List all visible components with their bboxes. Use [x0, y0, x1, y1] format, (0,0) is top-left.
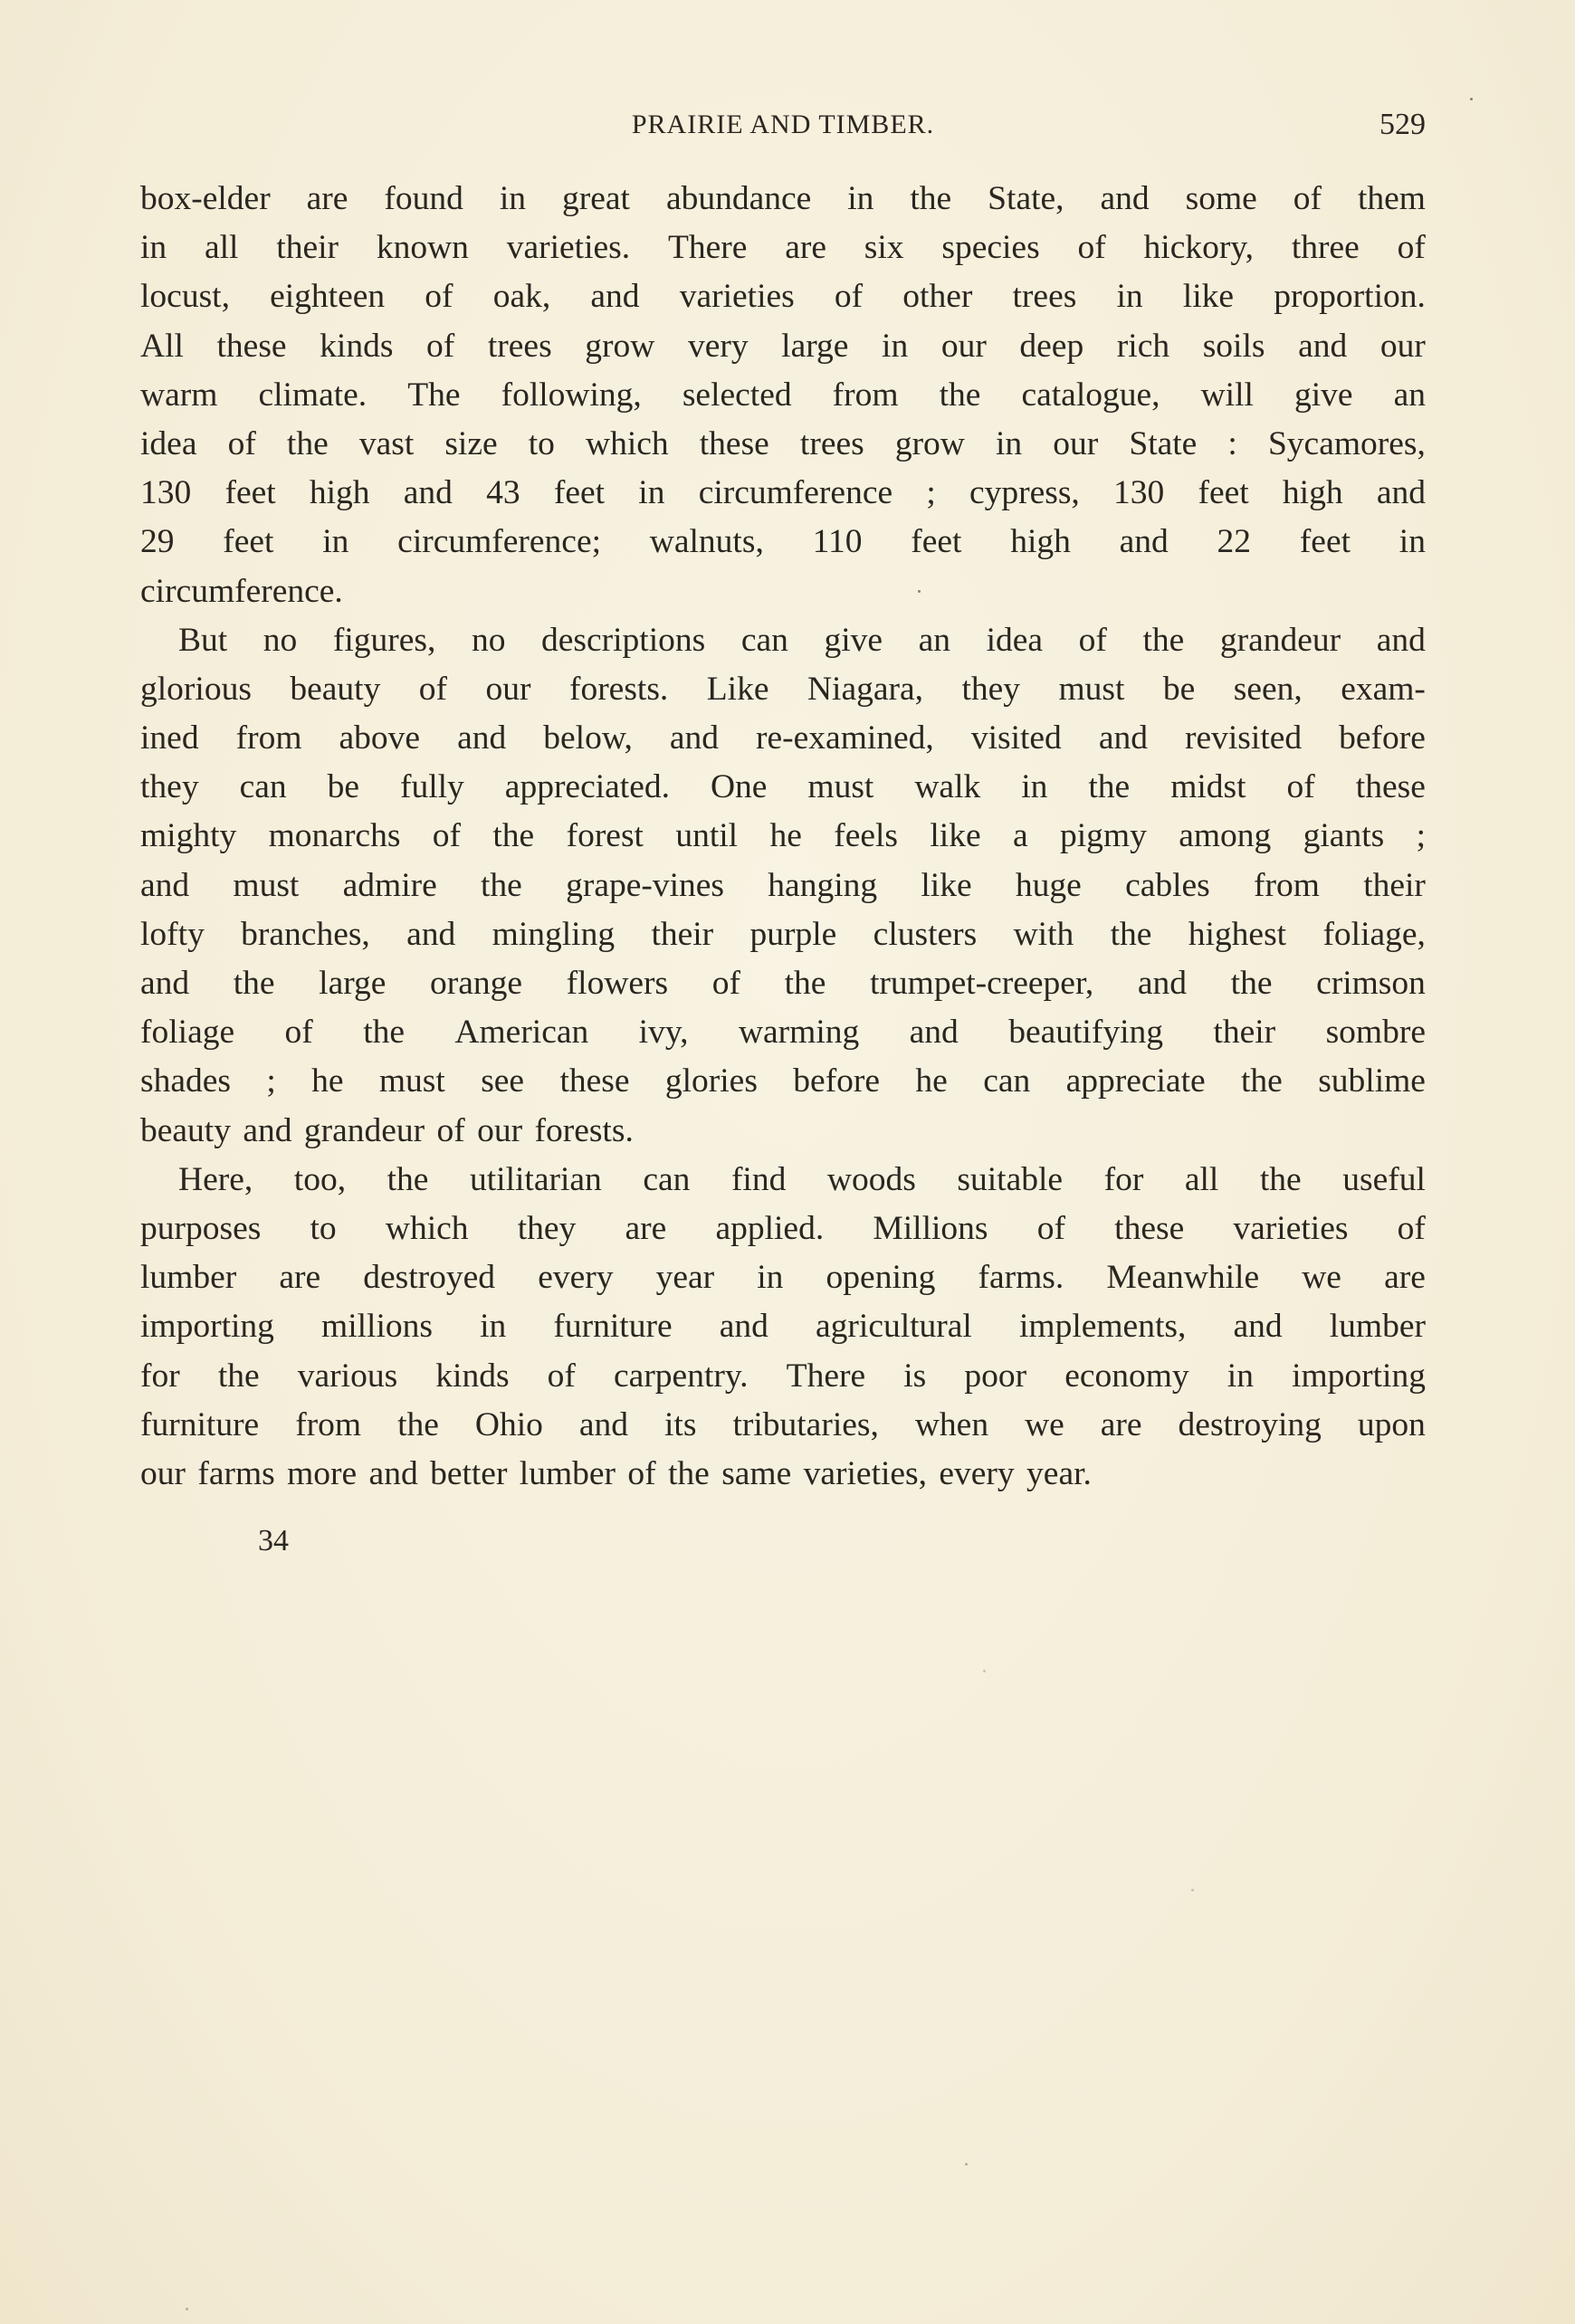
paper-speck: [983, 1670, 986, 1672]
text-line: But no figures, no descriptions can give an idea of the grandeur and: [178, 621, 1426, 659]
text-line: they can be fully appreciated. One must walk in the midst of these: [140, 768, 1426, 806]
text-line: 130 feet high and 43 feet in circumference ; cypress, 130 feet high and: [140, 474, 1426, 512]
text-line: Here, too, the utilitarian can find woods suitable for all the useful: [178, 1160, 1426, 1198]
paper-speck: [918, 590, 921, 593]
paragraph-3: [140, 1156, 1426, 1499]
text-line: furniture from the Ohio and its tributaries, when we are destroying upon: [140, 1405, 1426, 1443]
running-title: PRAIRIE AND TIMBER.: [631, 110, 935, 139]
text-line: shades ; he must see these glories before he can appreciate the sublime: [140, 1062, 1426, 1100]
text-line: glorious beauty of our forests. Like Niagara, they must be seen, exam-: [140, 670, 1426, 708]
text-line: in all their known varieties. There are six species of hickory, three of: [140, 229, 1426, 267]
text-line: All these kinds of trees grow very large in our deep rich soils and our: [140, 327, 1426, 365]
text-line: 29 feet in circumference; walnuts, 110 feet high and 22 feet in: [140, 523, 1426, 561]
paragraph-2: [140, 616, 1426, 1156]
text-line: idea of the vast size to which these trees grow in our State : Sycamores,: [140, 424, 1426, 462]
paper-speck: [965, 2163, 968, 2166]
paper-speck: [1191, 1889, 1194, 1891]
text-line: purposes to which they are applied. Millions of these varieties of: [140, 1209, 1426, 1247]
text-line: lumber are destroyed every year in opening farms. Meanwhile we are: [140, 1259, 1426, 1297]
text-line: our farms more and better lumber of the same varieties, every year.: [140, 1454, 1092, 1492]
text-line: mighty monarchs of the forest until he feels like a pigmy among giants ;: [140, 817, 1426, 855]
text-line: importing millions in furniture and agricultural implements, and lumber: [140, 1308, 1426, 1346]
text-line: and must admire the grape-vines hanging like huge cables from their: [140, 866, 1426, 904]
text-line: lofty branches, and mingling their purple clusters with the highest foliage,: [140, 915, 1426, 953]
text-line: and the large orange flowers of the trumpet-creeper, and the crimson: [140, 965, 1426, 1002]
signature-mark: 34: [258, 1524, 289, 1557]
page-number: 529: [1379, 108, 1426, 141]
text-line: box-elder are found in great abundance in the State, and some of them: [140, 180, 1426, 217]
body-text: [140, 175, 1426, 1499]
text-line: warm climate. The following, selected from the catalogue, will give an: [140, 376, 1426, 414]
paper-speck: [1470, 98, 1473, 100]
paragraph-1: [140, 175, 1426, 616]
running-head: [140, 107, 1426, 143]
text-line: for the various kinds of carpentry. There is poor economy in importing: [140, 1357, 1426, 1395]
text-line: locust, eighteen of oak, and varieties of other trees in like proportion.: [140, 278, 1426, 316]
text-line: beauty and grandeur of our forests.: [140, 1111, 634, 1149]
paper-speck: [186, 2308, 188, 2310]
text-line: circumference.: [140, 572, 343, 610]
text-line: ined from above and below, and re-examined, visited and revisited before: [140, 719, 1426, 757]
text-line: foliage of the American ivy, warming and beautifying their sombre: [140, 1014, 1426, 1052]
